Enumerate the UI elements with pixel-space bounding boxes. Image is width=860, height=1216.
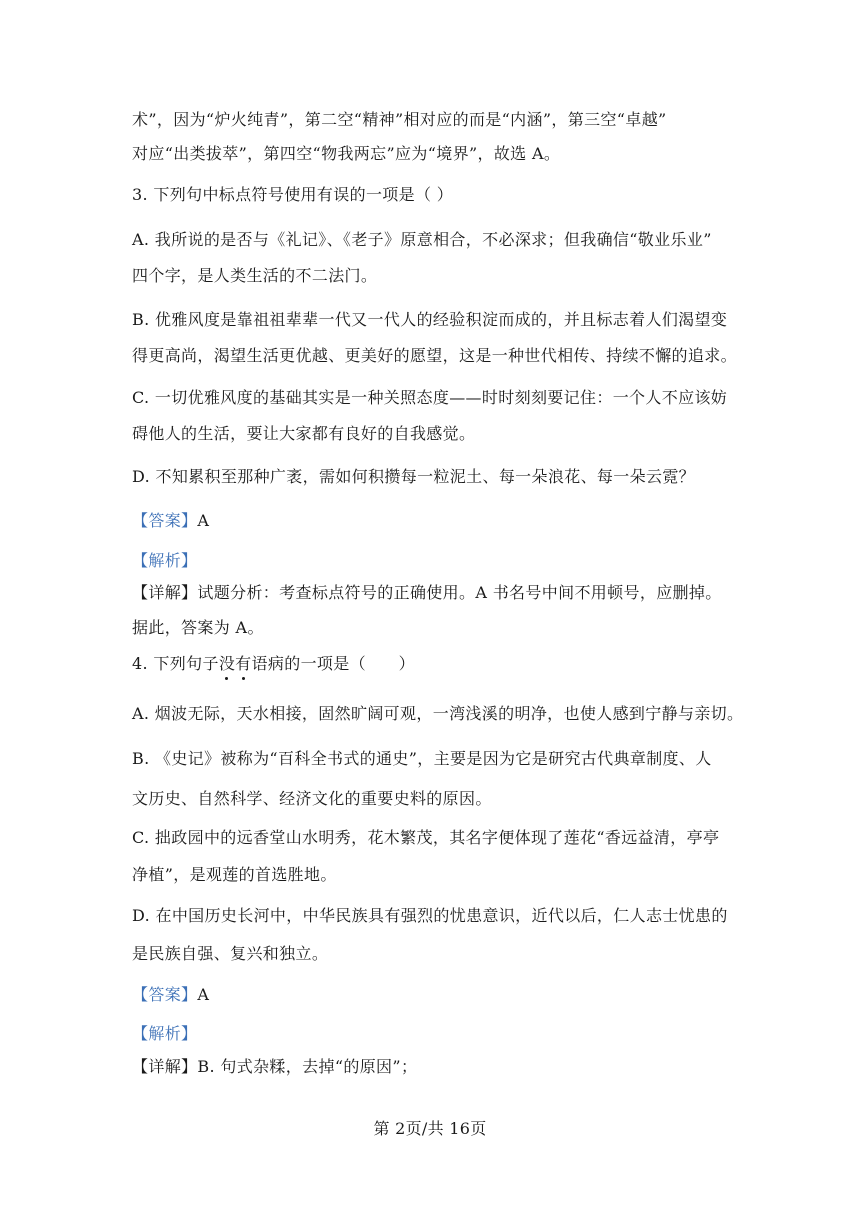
answer-value: A xyxy=(197,985,210,1004)
q3-detail: 【详解】试题分析：考查标点符号的正确使用。A 书名号中间不用顿号，应删掉。 xyxy=(132,583,722,602)
q4-option-c: C. 拙政园中的远香堂山水明秀，花木繁茂，其名字便体现了莲花“香远益清，亭亭 xyxy=(132,828,720,847)
q4-option-b: B. 《史记》被称为“百科全书式的通史”，主要是因为它是研究古代典章制度、人 xyxy=(132,749,712,768)
q3-option-b-cont: 得更高尚，渴望生活更优越、更美好的愿望，这是一种世代相传、持续不懈的追求。 xyxy=(132,346,737,365)
q4-analysis-tag: 【解析】 xyxy=(132,1024,198,1043)
q3-option-a-cont: 四个字，是人类生活的不二法门。 xyxy=(132,266,378,285)
emphasis-char: 没 xyxy=(218,654,236,673)
q3-answer xyxy=(132,510,209,532)
page-number-footer: 第 2页/共 16页 xyxy=(373,1119,487,1138)
q3-analysis-tag: 【解析】 xyxy=(132,551,198,570)
q4-title-end: 语病的一项是（ ） xyxy=(251,654,416,673)
q4-answer xyxy=(132,984,209,1006)
q3-option-b: B. 优雅风度是靠祖祖辈辈一代又一代人的经验积淀而成的，并且标志着人们渴望变 xyxy=(132,310,728,329)
q4-detail: 【详解】B. 句式杂糅，去掉“的原因”； xyxy=(132,1057,418,1076)
text-line: 术”，因为“炉火纯青”，第二空“精神”相对应的而是“内涵”，第三空“卓越” xyxy=(132,110,667,129)
text-line: 对应“出类拔萃”，第四空“物我两忘”应为“境界”，故选 A。 xyxy=(132,144,561,163)
answer-tag: 【答案】 xyxy=(132,511,198,530)
answer-value: A xyxy=(197,511,210,530)
q4-option-c-cont: 净植”，是观莲的首选胜地。 xyxy=(132,865,337,884)
q3-option-c: C. 一切优雅风度的基础其实是一种关照态度——时时刻刻要记住：一个人不应该妨 xyxy=(132,388,728,407)
q3-option-a: A. 我所说的是否与《礼记》、《老子》原意相合，不必深求；但我确信“敬业乐业” xyxy=(132,230,712,249)
q4-option-a: A. 烟波无际，天水相接，固然旷阔可观，一湾浅溪的明净，也使人感到宁静与亲切。 xyxy=(132,704,744,723)
emphasis-char: 有 xyxy=(235,654,252,673)
q4-title-start: 4. 下列句子 xyxy=(132,654,219,673)
answer-tag: 【答案】 xyxy=(132,985,198,1004)
q4-option-b-cont: 文历史、自然科学、经济文化的重要史料的原因。 xyxy=(132,789,492,808)
q3-option-c-cont: 碍他人的生活，要让大家都有良好的自我感觉。 xyxy=(132,424,476,443)
q4-option-d: D. 在中国历史长河中，中华民族具有强烈的忧患意识，近代以后，仁人志士忧患的 xyxy=(132,906,728,925)
q3-option-d: D. 不知累积至那种广袤，需如何积攒每一粒泥土、每一朵浪花、每一朵云霓？ xyxy=(132,467,696,486)
q4-option-d-cont: 是民族自强、复兴和独立。 xyxy=(132,944,329,963)
q3-detail-cont: 据此，答案为 A。 xyxy=(132,618,264,637)
question-4-title xyxy=(132,653,415,675)
question-3-title: 3. 下列句中标点符号使用有误的一项是（ ） xyxy=(132,185,454,204)
